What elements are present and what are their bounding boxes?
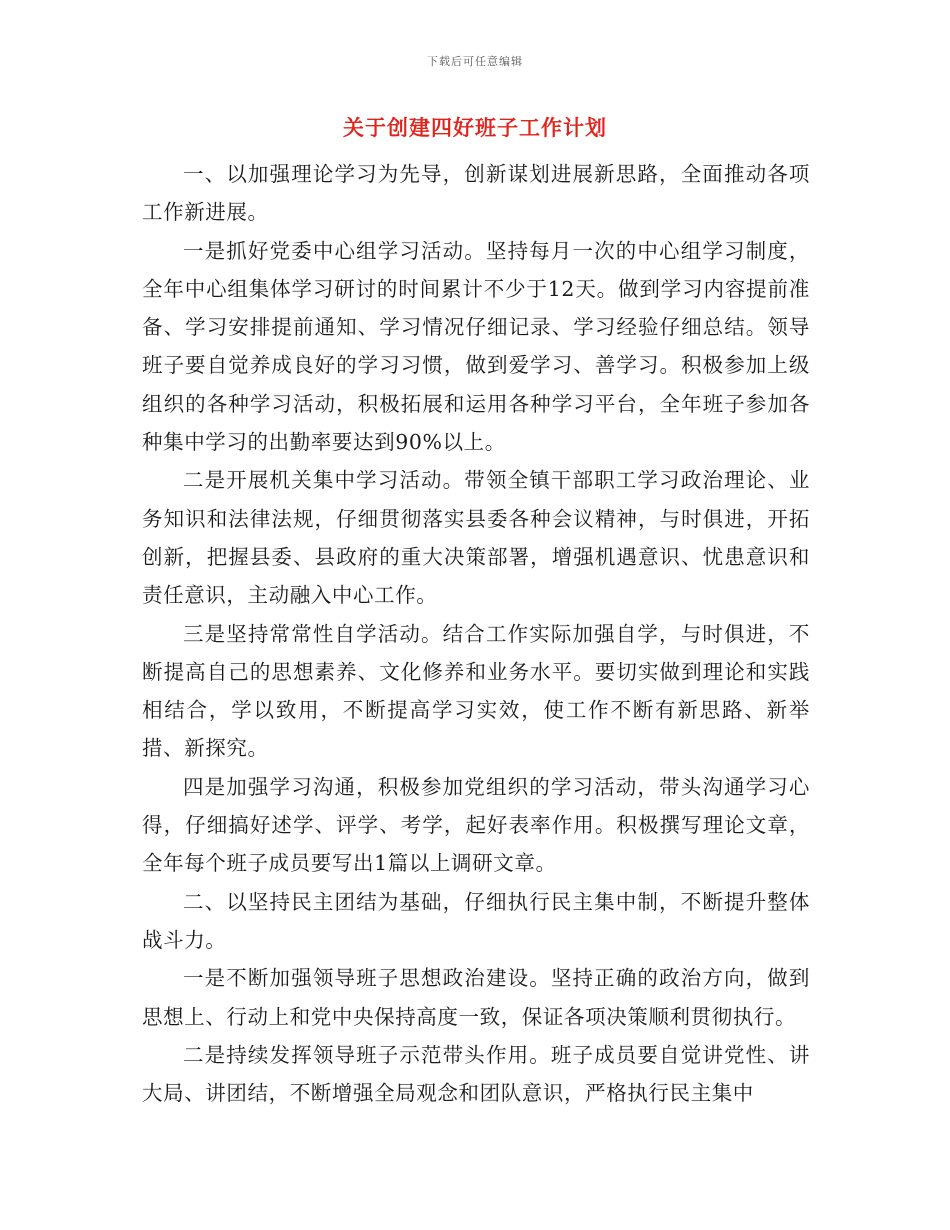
document-title: 关于创建四好班子工作计划 bbox=[343, 116, 607, 140]
paragraph-section-2-heading: 二、以坚持民主团结为基础，仔细执行民主集中制，不断提升整体战斗力。 bbox=[142, 889, 810, 952]
header-note: 下载后可任意编辑 bbox=[427, 55, 523, 68]
paragraph-1-3: 三是坚持常常性自学活动。结合工作实际加强自学，与时俱进，不断提高自己的思想素养、文化修养和业务水平。要切实做到理论和实践相结合，学以致用，不断提高学习实效，使工作不断有新思路、新举措、新探究。 bbox=[142, 621, 810, 761]
paragraph-2-1: 一是不断加强领导班子思想政治建设。坚持正确的政治方向，做到思想上、行动上和党中央保持高度一致，保证各项决策顺利贯彻执行。 bbox=[142, 966, 810, 1029]
paragraph-1-2: 二是开展机关集中学习活动。带领全镇干部职工学习政治理论、业务知识和法律法规，仔细贯彻落实县委各种会议精神，与时俱进，开拓创新，把握县委、县政府的重大决策部署，增强机遇意识、忧患意识和责任意识，主动融入中心工作。 bbox=[142, 468, 810, 608]
paragraph-1-4: 四是加强学习沟通，积极参加党组织的学习活动，带头沟通学习心得，仔细搞好述学、评学、考学，起好表率作用。积极撰写理论文章，全年每个班子成员要写出1篇以上调研文章。 bbox=[142, 774, 810, 876]
document-body bbox=[142, 155, 810, 1112]
paragraph-section-1-heading: 一、以加强理论学习为先导，创新谋划进展新思路，全面推动各项工作新进展。 bbox=[142, 162, 810, 225]
paragraph-1-1: 一是抓好党委中心组学习活动。坚持每月一次的中心组学习制度，全年中心组集体学习研讨的时间累计不少于12天。做到学习内容提前准备、学习安排提前通知、学习情况仔细记录、学习经验仔细总结。领导班子要自觉养成良好的学习习惯，做到爱学习、善学习。积极参加上级组织的各种学习活动，积极拓展和运用各种学习平台，全年班子参加各种集中学习的出勤率要达到90%以上。 bbox=[142, 238, 810, 455]
paragraph-2-2: 二是持续发挥领导班子示范带头作用。班子成员要自觉讲党性、讲大局、讲团结，不断增强全局观念和团队意识，严格执行民主集中 bbox=[142, 1042, 810, 1106]
